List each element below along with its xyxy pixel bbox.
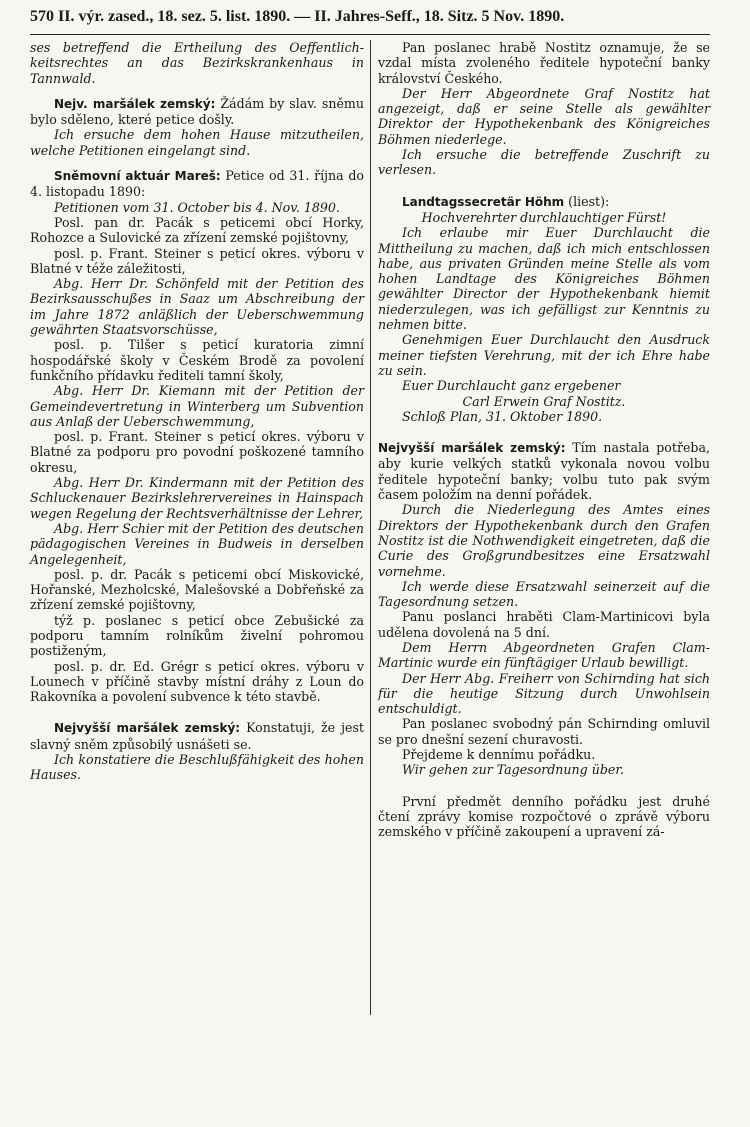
- paragraph-text: Přejdeme k dennímu pořádku.: [402, 747, 596, 763]
- paragraph-text: První předmět denního pořádku jest druhé čtení zprávy komise rozpočtové o zprávě výboru zemského v příčině zakoupení a upravení zá-: [378, 793, 710, 840]
- left-paragraph: [30, 475, 364, 521]
- left-paragraph: [30, 720, 364, 752]
- paragraph-text: Ich ersuche dem hohen Hause mitzutheilen, welche Petitionen eingelangt sind.: [30, 127, 364, 158]
- paragraph-text: Pan poslanec hrabě Nostitz oznamuje, že se vzdal místa zvoleného ředitele hypoteční banky království Českého.: [378, 40, 710, 86]
- right-paragraph: [378, 440, 710, 502]
- right-paragraph: [378, 671, 710, 717]
- paragraph-text: Ich erlaube mir Euer Durchlaucht die Mittheilung zu machen, daß ich mich entschlossen habe, aus privaten Gründen meine Stelle als vom hohen Landtage des Königreiches Böhmen gewählter Director der Hypothekenbank hiemit niederzulegen, was ich gefälligst zur Kenntnis zu nehmen bitte.: [378, 225, 710, 333]
- right-paragraph: [378, 794, 710, 840]
- paragraph-text: (liest):: [564, 193, 610, 209]
- paragraph-text: Posl. pan dr. Pacák s peticemi obcí Horky, Rohozce a Sulovické za zřízení zemské pojištovny,: [30, 214, 364, 246]
- paragraph-text: posl. p. dr. Pacák s peticemi obcí Miskovické, Hořanské, Mezholcské, Malešovské a Dobřeňské za zřízení zemské pojištovny,: [30, 566, 364, 613]
- paragraph-text: Tím nastala potřeba, aby kurie velkých statků vykonala novou volbu ředitele hypoteční banky; volbu tuto pak svým časem položím na denní pořádek.: [378, 440, 710, 503]
- paragraph-text: Der Herr Abgeordnete Graf Nostitz hat angezeigt, daß er seine Stelle als gewählter Direktor der Hypothekenbank des Königreiches Böhmen niederlege.: [378, 85, 710, 147]
- right-paragraph: [378, 640, 710, 671]
- speaker-name: Nejvyšší maršálek zemský:: [54, 721, 241, 736]
- right-paragraph: [378, 147, 710, 178]
- paragraph-text: posl. p. Frant. Steiner s peticí okres. výboru v Blatné za podporu pro povodní poškozené tamního okresu,: [30, 429, 364, 475]
- paragraph-text: Der Herr Abg. Freiherr von Schirnding hat sich für die heutige Sitzung durch Unwohlsein entschuldigt.: [378, 670, 710, 717]
- right-paragraph: [378, 502, 710, 578]
- left-paragraph: [30, 200, 364, 215]
- paragraph-text: Dem Herrn Abgeordneten Grafen Clam-Martinic wurde ein fünftägiger Urlaub bewilligt.: [378, 639, 710, 671]
- paragraph-text: Abg. Herr Schier mit der Petition des deutschen pädagogischen Vereines in Budweis in derselben Angelegenheit,: [30, 520, 364, 567]
- paragraph-text: Panu poslanci hraběti Clam-Martinicovi byla udělena dovolená na 5 dní.: [378, 609, 710, 640]
- paragraph-text: posl. p. Tilšer s peticí kuratoria zimní hospodářské školy v Českém Brodě za povolení funkčního přídavku řediteli tamní školy,: [30, 337, 364, 383]
- paragraph-text: Petice od 31. října do 4. listopadu 1890:: [30, 168, 364, 200]
- paragraph-text: Abg. Herr Dr. Schönfeld mit der Petition des Bezirksausschußes in Saaz um Abschreibung der im Jahre 1872 anläßlich der Ueberschwemmung gewährten Staatsvorschüsse,: [30, 276, 364, 338]
- right-paragraph: [378, 747, 710, 762]
- left-paragraph: [30, 127, 364, 158]
- header-rule: [30, 34, 710, 35]
- paragraph-text: Žádám by slav. sněmu bylo sděleno, které petice došly.: [30, 95, 364, 128]
- right-paragraph: [378, 332, 710, 378]
- left-paragraph: [30, 215, 364, 246]
- running-header: 570 II. výr. zased., 18. sez. 5. list. 1890. — II. Jahres-Seff., 18. Sitz. 5 Nov. 1890.: [30, 8, 565, 25]
- left-paragraph: [30, 168, 364, 200]
- speaker-name: Sněmovní aktuár Mareš:: [54, 169, 221, 184]
- right-paragraph: [378, 225, 710, 332]
- left-paragraph: [30, 752, 364, 783]
- left-paragraph: [30, 40, 364, 86]
- right-paragraph: [378, 378, 710, 393]
- left-paragraph: [30, 96, 364, 128]
- paragraph-text: Ich ersuche die betreffende Zuschrift zu verlesen.: [378, 147, 710, 178]
- right-paragraph: [378, 409, 710, 424]
- speaker-name: Nejv. maršálek zemský:: [54, 96, 216, 111]
- left-paragraph: [30, 246, 364, 277]
- paragraph-text: Hochverehrter durchlauchtiger Fürst!: [421, 209, 667, 225]
- right-paragraph: [378, 394, 710, 409]
- left-paragraph: [30, 567, 364, 613]
- paragraph-text: Pan poslanec svobodný pán Schirnding omluvil se pro dnešní sezení churavosti.: [378, 716, 710, 747]
- left-paragraph: [30, 276, 364, 337]
- paragraph-text: Durch die Niederlegung des Amtes eines Direktors der Hypothekenbank durch den Grafen Nostitz ist die Nothwendigkeit eingetreten, daß die Curie des Großgrundbesitzes eine Ersatzwahl vornehme.: [378, 502, 710, 579]
- paragraph-text: Petitionen vom 31. October bis 4. Nov. 1890.: [54, 199, 340, 215]
- column-divider: [370, 40, 371, 1015]
- left-paragraph: [30, 429, 364, 475]
- right-paragraph: [378, 40, 710, 86]
- left-paragraph: [30, 383, 364, 429]
- paragraph-text: Abg. Herr Dr. Kiemann mit der Petition der Gemeindevertretung in Winterberg um Subvention aus Anlaß der Ueberschwemmung,: [30, 383, 364, 429]
- speaker-name: Nejvyšší maršálek zemský:: [378, 441, 566, 456]
- left-column: [30, 40, 364, 783]
- left-paragraph: [30, 659, 364, 705]
- paragraph-text: Konstatuji, že jest slavný sněm způsobilý usnášeti se.: [30, 720, 364, 752]
- paragraph-text: posl. p. Frant. Steiner s peticí okres. výboru v Blatné v téže záležitosti,: [30, 245, 364, 276]
- paragraph-text: Genehmigen Euer Durchlaucht den Ausdruck meiner tiefsten Verehrung, mit der ich Ehre habe zu sein.: [378, 332, 710, 378]
- left-paragraph: [30, 337, 364, 383]
- right-paragraph: [378, 609, 710, 640]
- left-paragraph: [30, 521, 364, 567]
- paragraph-text: týž p. poslanec s peticí obce Zebušické za podporu tamním rolníkům živelní pohromou postiženým,: [30, 612, 364, 659]
- right-paragraph: [378, 194, 710, 210]
- paragraph-text: Schloß Plan, 31. Oktober 1890.: [402, 408, 603, 424]
- left-paragraph: [30, 613, 364, 659]
- right-paragraph: [378, 716, 710, 747]
- right-paragraph: [378, 210, 710, 225]
- paragraph-text: Wir gehen zur Tagesordnung über.: [402, 762, 624, 778]
- paragraph-text: Ich konstatiere die Beschlußfähigkeit des hohen Hauses.: [30, 752, 364, 783]
- paragraph-text: Carl Erwein Graf Nostitz.: [462, 393, 626, 409]
- right-paragraph: [378, 86, 710, 147]
- paragraph-text: Abg. Herr Dr. Kindermann mit der Petition des Schluckenauer Bezirkslehrervereines in Hainspach wegen Regelung der Rechtsverhältnisse der Lehrer,: [30, 475, 364, 521]
- paragraph-text: posl. p. dr. Ed. Grégr s peticí okres. výboru v Lounech v příčině stavby místní dráhy z Loun do Rakovníka a povolení subvence k této stavbě.: [30, 658, 364, 705]
- right-paragraph: [378, 579, 710, 610]
- right-column: [378, 40, 710, 840]
- speaker-name: Landtagssecretär Höhm: [402, 194, 565, 209]
- paragraph-text: Euer Durchlaucht ganz ergebener: [402, 378, 621, 394]
- paragraph-text: ses betreffend die Ertheilung des Oeffentlich-keitsrechtes an das Bezirkskrankenhaus in Tannwald.: [30, 40, 364, 86]
- paragraph-text: Ich werde diese Ersatzwahl seinerzeit auf die Tagesordnung setzen.: [378, 578, 710, 610]
- right-paragraph: [378, 762, 710, 777]
